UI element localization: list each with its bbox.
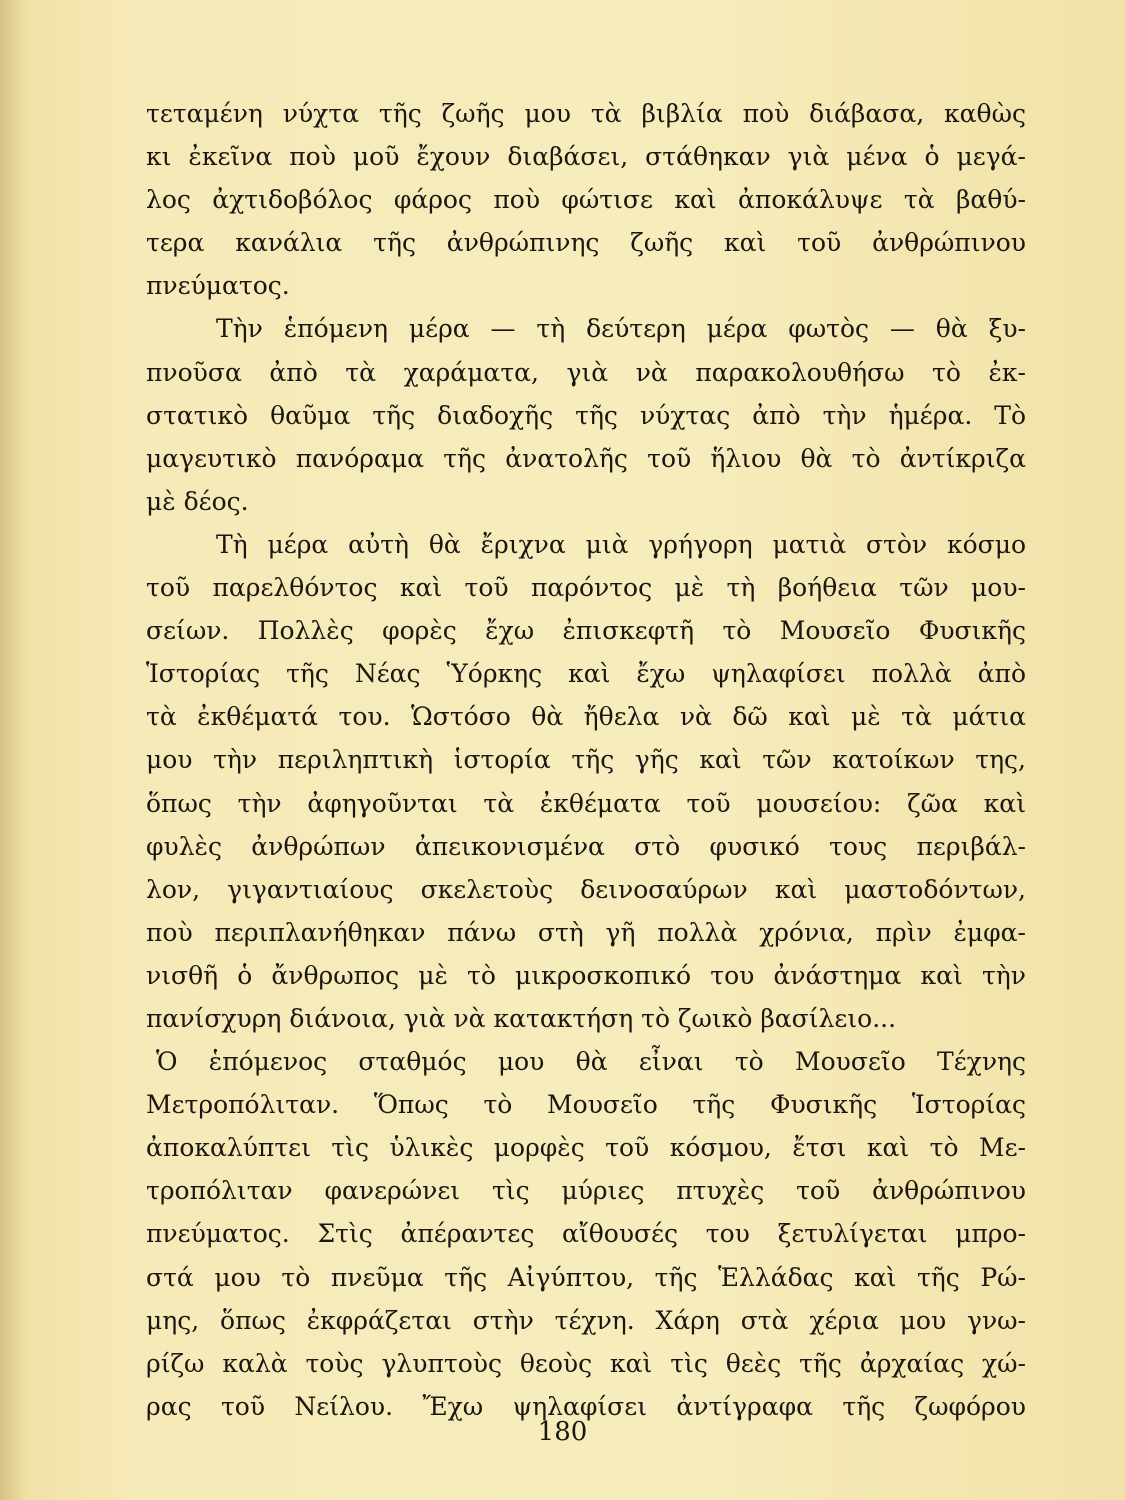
text-line: πνεύματος. <box>146 271 290 301</box>
text-line: τερα κανάλια τῆς ἀνθρώπινης ζωῆς καὶ τοῦ ἀνθρώπινου <box>146 228 1026 258</box>
paragraph-start: Τὴ μέρα αὐτὴ θὰ ἔριχνα μιὰ γρήγορη ματιὰ στὸν κόσμο <box>216 529 1026 559</box>
text-line: ρίζω καλὰ τοὺς γλυπτοὺς θεοὺς καὶ τὶς θεὲς τῆς ἀρχαίας χώ- <box>146 1348 1026 1378</box>
text-line: μου τὴν περιληπτικὴ ἱστορία τῆς γῆς καὶ τῶν κατοίκων της, <box>146 745 1026 775</box>
text-line: πνοῦσα ἀπὸ τὰ χαράματα, γιὰ νὰ παρακολουθήσω τὸ ἐκ- <box>146 357 1026 387</box>
text-line: τὰ ἐκθέματά του. Ὡστόσο θὰ ἤθελα νὰ δῶ καὶ μὲ τὰ μάτια <box>146 702 1026 732</box>
text-line: ρας τοῦ Νείλου. Ἔχω ψηλαφίσει ἀντίγραφα τῆς ζωφόρου <box>146 1391 1026 1421</box>
text-line: κι ἐκεῖνα ποὺ μοῦ ἔχουν διαβάσει, στάθηκαν γιὰ μένα ὁ μεγά- <box>146 142 1026 172</box>
text-line: ποὺ περιπλανήθηκαν πάνω στὴ γῆ πολλὰ χρόνια, πρὶν ἐμφα- <box>146 917 1026 947</box>
paragraph-start: Τὴν ἑπόμενη μέρα — τὴ δεύτερη μέρα φωτὸς — θὰ ξυ- <box>216 314 1026 344</box>
text-line: τροπόλιταν φανερώνει τὶς μύριες πτυχὲς τοῦ ἀνθρώπινου <box>146 1176 1026 1206</box>
text-line: Μετροπόλιταν. Ὅπως τὸ Μουσεῖο τῆς Φυσικῆς Ἱστορίας <box>146 1090 1026 1120</box>
text-line: σείων. Πολλὲς φορὲς ἔχω ἐπισκεφτῆ τὸ Μουσεῖο Φυσικῆς <box>146 616 1026 646</box>
text-line: λος ἀχτιδοβόλος φάρος ποὺ φώτισε καὶ ἀποκάλυψε τὰ βαθύ- <box>146 185 1026 215</box>
text-line: στά μου τὸ πνεῦμα τῆς Αἰγύπτου, τῆς Ἑλλάδας καὶ τῆς Ρώ- <box>146 1262 1026 1292</box>
text-line: μης, ὅπως ἐκφράζεται στὴν τέχνη. Χάρη στὰ χέρια μου γνω- <box>146 1305 1026 1335</box>
page-number: 180 <box>537 1417 588 1447</box>
text-line: τεταμένη νύχτα τῆς ζωῆς μου τὰ βιβλία ποὺ διάβασα, καθὼς <box>146 99 1026 128</box>
paragraph-start: Ὁ ἑπόμενος σταθμός μου θὰ εἶναι τὸ Μουσεῖο Τέχνης <box>156 1047 1026 1077</box>
text-line: τοῦ παρελθόντος καὶ τοῦ παρόντος μὲ τὴ βοήθεια τῶν μου- <box>146 573 1026 603</box>
text-line: ὅπως τὴν ἀφηγοῦνται τὰ ἐκθέματα τοῦ μουσείου: ζῶα καὶ <box>146 788 1026 818</box>
body-text <box>146 92 1026 1428</box>
text-line: ἀποκαλύπτει τὶς ὑλικὲς μορφὲς τοῦ κόσμου, ἔτσι καὶ τὸ Με- <box>146 1133 1026 1163</box>
text-line: φυλὲς ἀνθρώπων ἀπεικονισμένα στὸ φυσικό τους περιβάλ- <box>146 831 1026 861</box>
text-line: πνεύματος. Στὶς ἀπέραντες αἴθουσές του ξετυλίγεται μπρο- <box>146 1219 1026 1249</box>
text-line: μαγευτικὸ πανόραμα τῆς ἀνατολῆς τοῦ ἥλιου θὰ τὸ ἀντίκριζα <box>146 443 1026 473</box>
text-line: πανίσχυρη διάνοια, γιὰ νὰ κατακτήση τὸ ζωικὸ βασίλειο... <box>146 1003 897 1033</box>
text-line: Ἱστορίας τῆς Νέας Ὑόρκης καὶ ἔχω ψηλαφίσει πολλὰ ἀπὸ <box>146 659 1026 689</box>
text-line: λον, γιγαντιαίους σκελετοὺς δεινοσαύρων καὶ μαστοδόντων, <box>146 874 1026 904</box>
text-line: στατικὸ θαῦμα τῆς διαδοχῆς τῆς νύχτας ἀπὸ τὴν ἡμέρα. Τὸ <box>146 400 1026 430</box>
text-line: νισθῆ ὁ ἄνθρωπος μὲ τὸ μικροσκοπικό του ἀνάστημα καὶ τὴν <box>146 960 1026 990</box>
text-line: μὲ δέος. <box>146 486 249 516</box>
spine-shadow <box>0 0 28 1500</box>
